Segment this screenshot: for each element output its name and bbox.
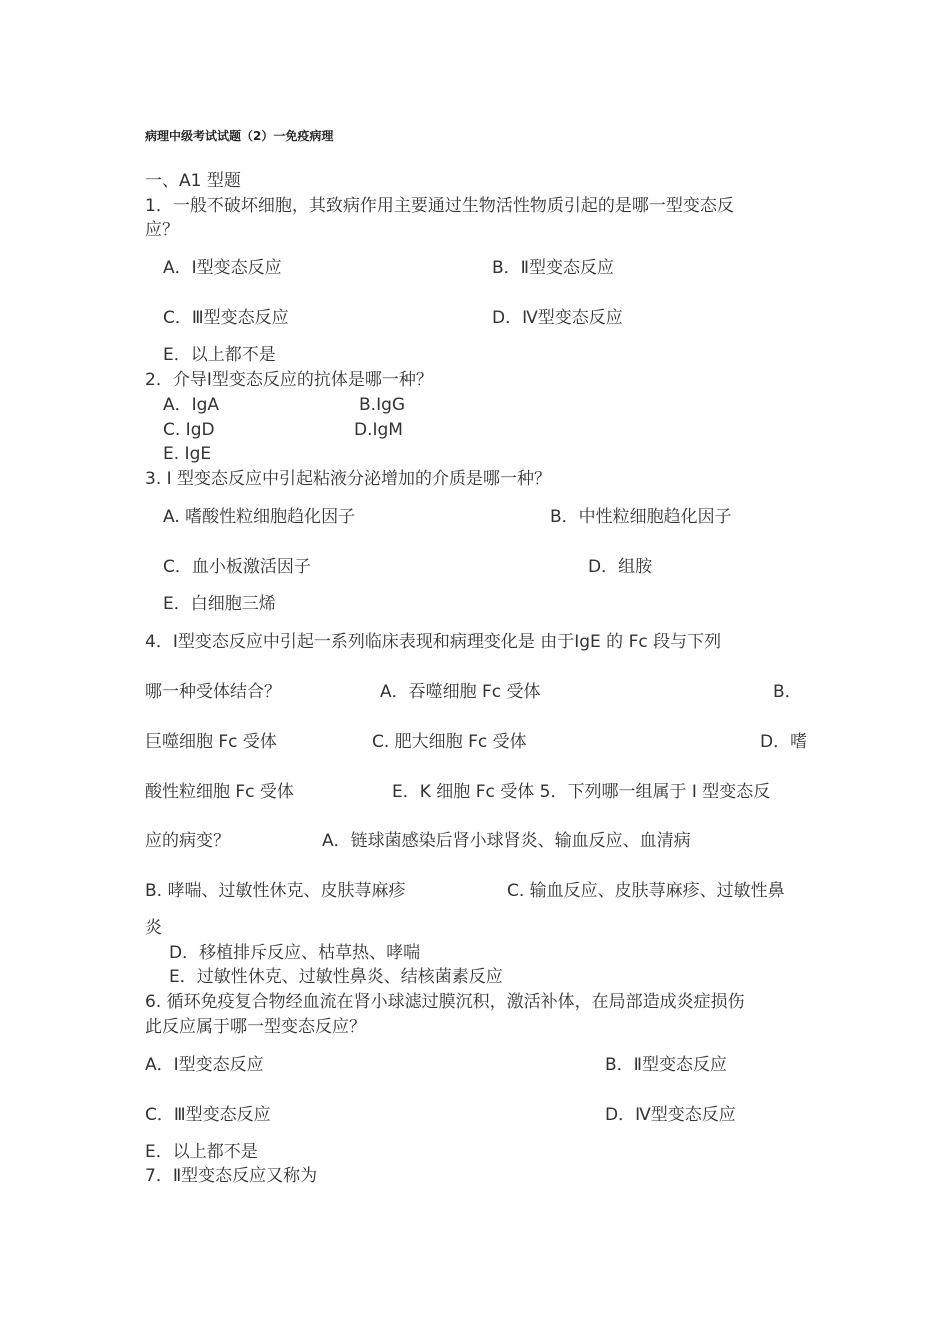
question-4-option-c: C. 肥大细胞 Fc 受体	[372, 732, 527, 752]
question-1-option-e: E．以上都不是	[163, 345, 276, 365]
question-4-option-b-label: B．	[773, 682, 802, 702]
question-6-option-a: A．Ⅰ型变态反应	[145, 1055, 264, 1075]
question-5-option-e: E．过敏性休克、过敏性鼻炎、结核菌素反应	[169, 967, 503, 987]
question-5-option-c: C. 输血反应、皮肤荨麻疹、过敏性鼻	[507, 881, 785, 901]
question-6-option-b: B．Ⅱ型变态反应	[605, 1055, 728, 1075]
question-4-option-a: A．吞噬细胞 Fc 受体	[380, 682, 541, 702]
question-3-option-c: C．血小板激活因子	[163, 557, 311, 577]
question-5-option-d: D．移植排斥反应、枯草热、哮喘	[169, 943, 421, 963]
question-7-stem: 7．Ⅱ型变态反应又称为	[145, 1166, 318, 1186]
question-2-option-c: C. IgD	[163, 420, 215, 440]
question-6-option-d: D．Ⅳ型变态反应	[605, 1105, 736, 1125]
question-4-option-b-text: 巨噬细胞 Fc 受体	[145, 732, 277, 752]
question-3-option-e: E．白细胞三烯	[163, 594, 276, 614]
question-1-option-d: D．Ⅳ型变态反应	[492, 308, 623, 328]
question-6-stem-cont: 此反应属于哪一型变态反应？	[145, 1017, 366, 1037]
question-3-option-a: A. 嗜酸性粒细胞趋化因子	[163, 507, 356, 527]
question-6-stem: 6. 循环免疫复合物经血流在肾小球滤过膜沉积，激活补体，在局部造成炎症损伤	[145, 992, 745, 1012]
question-2-option-a: A．IgA	[163, 395, 220, 415]
question-5-stem-cont: 应的病变？	[145, 831, 230, 851]
document-title: 病理中级考试试题（2）一免疫病理	[145, 129, 334, 143]
question-1-stem: 1．一般不破坏细胞，其致病作用主要通过生物活性物质引起的是哪一型变态反	[145, 196, 734, 216]
question-4-line-1: 4．Ⅰ型变态反应中引起一系列临床表现和病理变化是 由于IgE 的 Fc 段与下列	[145, 632, 722, 652]
question-2-option-e: E. IgE	[163, 444, 212, 464]
question-6-option-c: C．Ⅲ型变态反应	[145, 1105, 271, 1125]
question-4-option-d-cont: 酸性粒细胞 Fc 受体	[145, 782, 294, 802]
question-1-option-c: C．Ⅲ型变态反应	[163, 308, 289, 328]
question-4-line-2a: 哪一种受体结合？	[145, 682, 281, 702]
question-1-stem-cont: 应？	[145, 220, 179, 240]
question-5-option-c-cont: 炎	[145, 918, 162, 938]
question-4-option-e-and-question-5-stem: E．K 细胞 Fc 受体 5．下列哪一组属于 I 型变态反	[392, 782, 771, 802]
question-1-option-b: B．Ⅱ型变态反应	[492, 258, 615, 278]
question-6-option-e: E．以上都不是	[145, 1142, 258, 1162]
section-heading: 一、A1 型题	[145, 171, 241, 191]
question-2-option-d: D.IgM	[354, 420, 403, 440]
question-3-option-b: B．中性粒细胞趋化因子	[550, 507, 732, 527]
question-2-option-b: B.IgG	[359, 395, 406, 415]
question-1-option-a: A．Ⅰ型变态反应	[163, 258, 282, 278]
question-2-stem: 2．介导Ⅰ型变态反应的抗体是哪一种？	[145, 370, 433, 390]
question-5-option-b: B. 哮喘、过敏性休克、皮肤荨麻疹	[145, 881, 406, 901]
question-5-option-a: A．链球菌感染后肾小球肾炎、输血反应、血清病	[322, 831, 691, 851]
question-3-stem: 3. Ⅰ 型变态反应中引起粘液分泌增加的介质是哪一种？	[145, 469, 552, 489]
question-4-option-d-start: D．嗜	[760, 732, 808, 752]
question-3-option-d: D．组胺	[588, 557, 653, 577]
